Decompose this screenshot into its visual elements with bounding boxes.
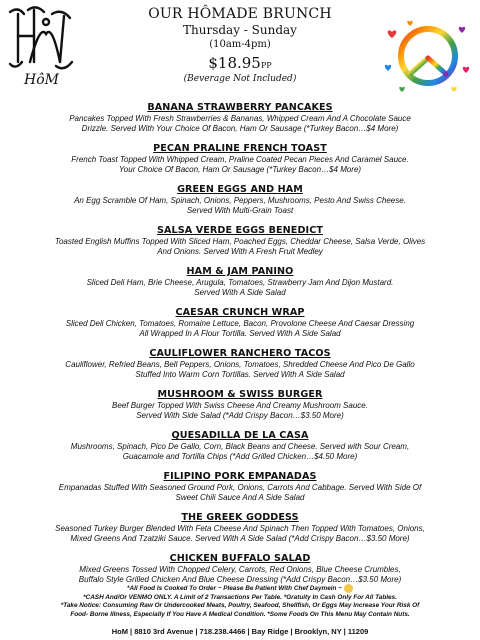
description-line: Drizzle. Served With Your Choice Of Bacon, Ham Or Sausage (*Turkey Bacon…$4 More): [81, 124, 399, 133]
footer-line: *CASH And/Or VENMO ONLY. A Limit of 2 Transactions Per Table. *Gratuity In Cash Only For All Tables.: [83, 593, 397, 601]
smiley-icon: [344, 584, 353, 593]
description-line: Empanadas Stuffed With Seasoned Ground Pork, Onions, Carrots And Cabbage. Served With Side Of: [58, 483, 422, 492]
description-line: Stuffed Into Warm Corn Tortillas. Served With A Side Salad: [135, 370, 345, 379]
price-suffix: PP: [260, 61, 272, 70]
description-line: And Onions. Served With A Fresh Fruit Medley: [157, 247, 323, 256]
menu-item: [8, 102, 472, 134]
menu-item: [8, 348, 472, 380]
menu-item: [8, 471, 472, 503]
description-line: Sweet Chili Sauce And A Side Salad: [175, 493, 305, 502]
menu-item-description: [8, 524, 472, 544]
logo-wordmark: HôM: [24, 72, 59, 88]
menu-item: [8, 307, 472, 339]
menu-header: [100, 6, 380, 84]
menu-item: [8, 225, 472, 257]
menu-item: [8, 430, 472, 462]
description-line: Sliced Deli Ham, Brie Cheese, Arugula, Tomatoes, Strawberry Jam And Dijon Mustard.: [86, 278, 394, 287]
hom-logo: [4, 4, 84, 96]
price-amount: $18.95: [208, 54, 261, 72]
description-line: Sliced Deli Chicken, Tomatoes, Romaine Lettuce, Bacon, Provolone Cheese And Caesar Dressing: [65, 319, 415, 328]
description-line: Mixed Greens Tossed With Chopped Celery, Carrots, Red Onions, Blue Cheese Crumbles,: [79, 565, 401, 574]
description-line: French Toast Topped With Whipped Cream, Praline Coated Pecan Pieces And Caramel Sauce.: [71, 155, 409, 164]
description-line: Seasoned Turkey Burger Blended With Feta Cheese And Spinach Then Topped With Tomatoes, Onions,: [55, 524, 425, 533]
peace-sign-icon: [382, 16, 474, 96]
menu-item-name: GREEN EGGS AND HAM: [177, 184, 303, 195]
menu-item: [8, 266, 472, 298]
menu-item-name: BANANA STRAWBERRY PANCAKES: [147, 102, 333, 113]
menu-item-description: [8, 442, 472, 462]
menu-days: Thursday - Sunday: [183, 23, 297, 37]
menu-item-description: [8, 360, 472, 380]
footer-line: Food- Borne Illness, Especially If You Have A Medical Condition. *Some Foods On This Menu May Contain Nuts.: [70, 610, 410, 618]
description-line: Guacamole and Tortilla Chips (*Add Grilled Chicken…$4.50 More): [122, 452, 358, 461]
menu-item-name: CHICKEN BUFFALO SALAD: [169, 553, 311, 564]
menu-item-description: [8, 319, 472, 339]
description-line: Toasted English Muffins Topped With Sliced Ham, Poached Eggs, Cheddar Cheese, Salsa Verde, Olives: [54, 237, 426, 246]
menu-item: [8, 553, 472, 585]
menu-item-name: THE GREEK GODDESS: [181, 512, 299, 523]
description-line: Pancakes Topped With Fresh Strawberries & Bananas, Whipped Cream And A Chocolate Sauce: [69, 114, 411, 123]
menu-hours: (10am-4pm): [209, 39, 271, 50]
ornate-monogram-icon: [4, 4, 84, 74]
description-line: All Wrapped In A Flour Tortilla. Served With A Side Salad: [139, 329, 341, 338]
description-line: Served With A Side Salad: [194, 288, 286, 297]
menu-item-description: [8, 565, 472, 585]
menu-item-name: SALSA VERDE EGGS BENEDICT: [157, 225, 323, 236]
menu-item: [8, 389, 472, 421]
footer-line: [8, 584, 472, 594]
description-line: Mushrooms, Spinach, Pico De Gallo, Corn, Black Beans and Cheese. Served with Sour Cream,: [70, 442, 410, 451]
menu-item-name: PECAN PRALINE FRENCH TOAST: [153, 143, 327, 154]
menu-item: [8, 184, 472, 216]
menu-item-name: FILIPINO PORK EMPANADAS: [163, 471, 317, 482]
description-line: Cauliflower, Refried Beans, Bell Peppers, Onions, Tomatoes, Shredded Cheese And Pico De Gallo: [65, 360, 415, 369]
footer-notes: [8, 584, 472, 619]
description-line: Served With Side Salad (*Add Crispy Bacon…$3.50 More): [136, 411, 344, 420]
footer-line: *Take Notice: Consuming Raw Or Undercooked Meats, Poultry, Seafood, Shellfish, Or Eggs May Increase Your Risk Of: [60, 602, 420, 610]
menu-item-description: [8, 483, 472, 503]
footer-line-text: *All Food Is Cooked To Order ~ Please Be Patient With Chef Daymein ~: [127, 585, 342, 593]
menu-item: [8, 512, 472, 544]
menu-item-description: [8, 196, 472, 216]
menu-item-name: HAM & JAM PANINO: [186, 266, 294, 277]
description-line: An Egg Scramble Of Ham, Spinach, Onions, Peppers, Mushrooms, Pesto And Swiss Cheese.: [74, 196, 406, 205]
description-line: Buffalo Style Grilled Chicken And Blue Cheese Dressing (*Add Crispy Bacon…$3.50 More): [78, 575, 402, 584]
beverage-note: (Beverage Not Included): [183, 74, 297, 84]
menu-item-description: [8, 278, 472, 298]
description-line: Your Choice Of Bacon, Ham Or Sausage (*Turkey Bacon…$4 More): [118, 165, 362, 174]
footer-address: HoM | 8810 3rd Avenue | 718.238.4466 | Bay Ridge | Brooklyn, NY | 11209: [111, 627, 369, 636]
menu-price: [100, 54, 380, 72]
description-line: Mixed Greens And Tzatziki Sauce. Served With A Side Salad (*Add Crispy Bacon…$3.50 More): [70, 534, 410, 543]
menu-item-description: [8, 155, 472, 175]
menu-item-name: MUSHROOM & SWISS BURGER: [157, 389, 323, 400]
menu-item-description: [8, 237, 472, 257]
menu-item-description: [8, 114, 472, 134]
description-line: Served With Multi-Grain Toast: [186, 206, 294, 215]
peace-sign-decoration: [382, 16, 474, 96]
menu-items-list: [8, 102, 472, 594]
menu-item-description: [8, 401, 472, 421]
menu-item: [8, 143, 472, 175]
menu-item-name: CAESAR CRUNCH WRAP: [175, 307, 305, 318]
menu-item-name: CAULIFLOWER RANCHERO TACOS: [149, 348, 331, 359]
menu-title: OUR HÔMADE BRUNCH: [148, 6, 332, 22]
description-line: Beef Burger Topped With Swiss Cheese And Creamy Mushroom Sauce.: [112, 401, 368, 410]
menu-item-name: QUESADILLA DE LA CASA: [171, 430, 309, 441]
